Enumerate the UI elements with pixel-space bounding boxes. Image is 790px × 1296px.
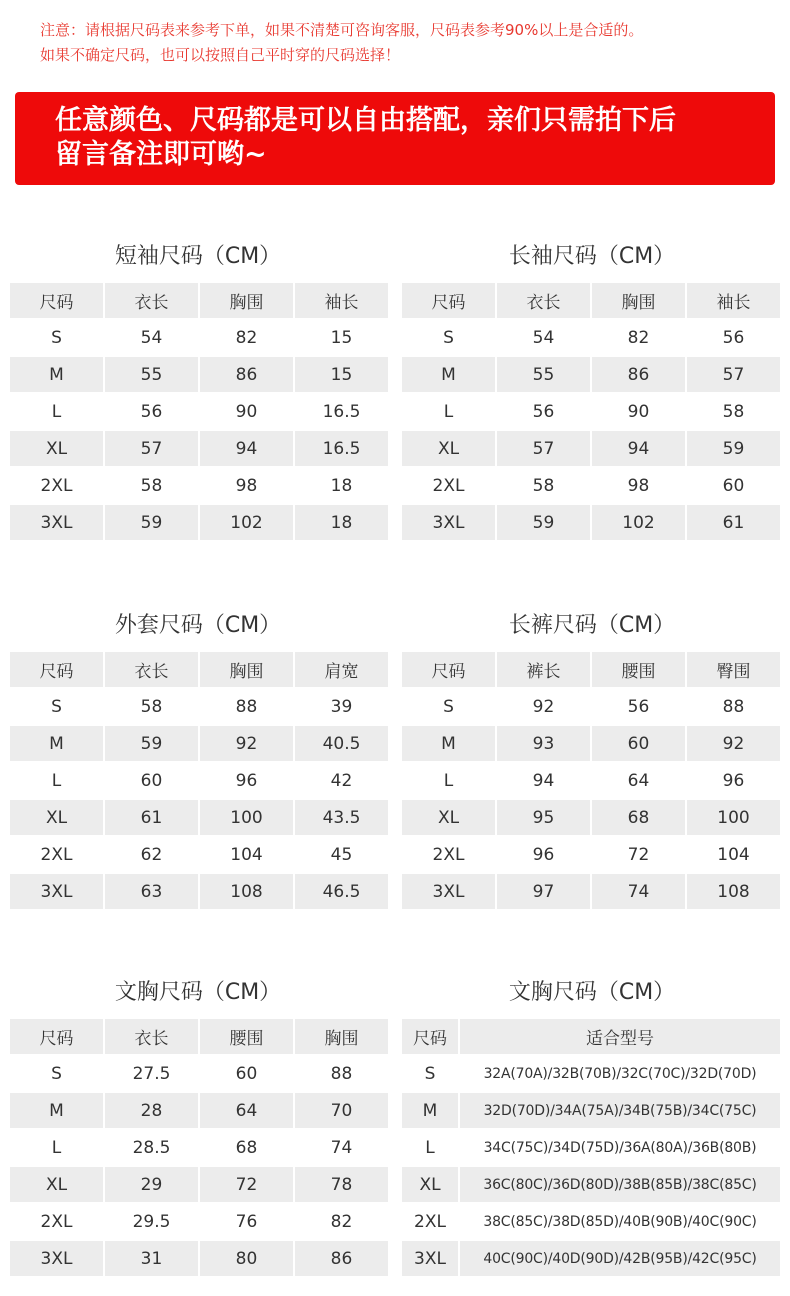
table-row <box>10 1204 388 1239</box>
table-cell: 108 <box>687 874 780 909</box>
table-cell: 57 <box>687 357 780 392</box>
table-cell: 104 <box>687 837 780 872</box>
table-cell: 59 <box>105 726 198 761</box>
table-row <box>10 1056 388 1091</box>
table-cell: 82 <box>295 1204 388 1239</box>
table-header-row <box>402 283 780 318</box>
table-row <box>402 505 780 540</box>
table-cell: 60 <box>105 763 198 798</box>
table-cell: 102 <box>200 505 293 540</box>
table-cell: 102 <box>592 505 685 540</box>
table-cell: 57 <box>105 431 198 466</box>
table-cell: 74 <box>295 1130 388 1165</box>
table-cell: 61 <box>687 505 780 540</box>
table-cell: 54 <box>105 320 198 355</box>
table-cell: M <box>402 357 495 392</box>
jacket-size-table <box>8 650 390 911</box>
table-cell: 60 <box>687 468 780 503</box>
table-cell: 60 <box>592 726 685 761</box>
table-row <box>402 1093 780 1128</box>
table-cell: 18 <box>295 468 388 503</box>
table-cell: 93 <box>497 726 590 761</box>
table-cell: 3XL <box>402 505 495 540</box>
table-cell: 58 <box>105 689 198 724</box>
header-cell: 衣长 <box>105 652 198 687</box>
table-cell: 92 <box>687 726 780 761</box>
table-cell: 94 <box>200 431 293 466</box>
table-cell: 58 <box>687 394 780 429</box>
header-cell: 尺码 <box>402 1019 458 1054</box>
header-cell: 衣长 <box>105 1019 198 1054</box>
table-cell: S <box>10 1056 103 1091</box>
table-cell: 96 <box>497 837 590 872</box>
table-cell: 58 <box>497 468 590 503</box>
table-row <box>402 726 780 761</box>
header-cell: 胸围 <box>200 652 293 687</box>
table-cell: 59 <box>105 505 198 540</box>
table-cell: 78 <box>295 1167 388 1202</box>
header-cell: 尺码 <box>10 1019 103 1054</box>
table-header-row <box>402 652 780 687</box>
table-cell: L <box>10 1130 103 1165</box>
table-cell: 2XL <box>10 468 103 503</box>
table-cell: 2XL <box>10 837 103 872</box>
table-row <box>10 1241 388 1276</box>
header-cell: 腰围 <box>592 652 685 687</box>
table-cell: 72 <box>200 1167 293 1202</box>
table-cell: 3XL <box>10 1241 103 1276</box>
table-cell: 90 <box>592 394 685 429</box>
table-row <box>402 1241 780 1276</box>
table-cell: 96 <box>200 763 293 798</box>
table-cell: XL <box>10 431 103 466</box>
trousers-title: 长裤尺码（CM） <box>508 613 676 638</box>
table-row <box>10 468 388 503</box>
table-cell: 2XL <box>402 468 495 503</box>
header-cell: 尺码 <box>10 652 103 687</box>
header-cell: 胸围 <box>200 283 293 318</box>
table-cell: 88 <box>200 689 293 724</box>
table-cell: L <box>10 763 103 798</box>
short-sleeve-title: 短袖尺码（CM） <box>114 244 282 269</box>
table-cell: 94 <box>497 763 590 798</box>
table-cell: 82 <box>592 320 685 355</box>
table-row <box>10 689 388 724</box>
table-row <box>402 1056 780 1091</box>
table-cell: 86 <box>592 357 685 392</box>
table-cell: 82 <box>200 320 293 355</box>
table-row <box>402 431 780 466</box>
table-cell: 56 <box>105 394 198 429</box>
table-cell: 16.5 <box>295 394 388 429</box>
header-cell: 袖长 <box>687 283 780 318</box>
table-cell: M <box>10 1093 103 1128</box>
table-cell: 104 <box>200 837 293 872</box>
table-row <box>10 394 388 429</box>
table-cell: 32A(70A)/32B(70B)/32C(70C)/32D(70D) <box>460 1056 780 1091</box>
notice-line-1: 注意：请根据尺码表来参考下单，如果不清楚可咨询客服，尺码表参考90%以上是合适的。 <box>40 21 644 39</box>
table-cell: XL <box>402 1167 458 1202</box>
bra-measurement-table <box>8 1017 390 1278</box>
table-cell: 40.5 <box>295 726 388 761</box>
table-cell: 2XL <box>10 1204 103 1239</box>
table-cell: 63 <box>105 874 198 909</box>
table-cell: 108 <box>200 874 293 909</box>
table-row <box>10 1167 388 1202</box>
table-cell: 36C(80C)/36D(80D)/38B(85B)/38C(85C) <box>460 1167 780 1202</box>
header-cell: 裤长 <box>497 652 590 687</box>
header-cell: 胸围 <box>295 1019 388 1054</box>
table-cell: 28 <box>105 1093 198 1128</box>
table-cell: 100 <box>200 800 293 835</box>
header-cell: 肩宽 <box>295 652 388 687</box>
table-cell: 28.5 <box>105 1130 198 1165</box>
table-cell: 34C(75C)/34D(75D)/36A(80A)/36B(80B) <box>460 1130 780 1165</box>
table-header-row <box>402 1019 780 1054</box>
table-cell: L <box>10 394 103 429</box>
table-cell: 55 <box>497 357 590 392</box>
table-cell: 2XL <box>402 1204 458 1239</box>
table-cell: XL <box>10 800 103 835</box>
table-row <box>402 1204 780 1239</box>
table-cell: 59 <box>497 505 590 540</box>
table-cell: 31 <box>105 1241 198 1276</box>
table-row <box>10 320 388 355</box>
table-header-row <box>10 652 388 687</box>
table-cell: 96 <box>687 763 780 798</box>
long-sleeve-title: 长袖尺码（CM） <box>508 244 676 269</box>
table-cell: 32D(70D)/34A(75A)/34B(75B)/34C(75C) <box>460 1093 780 1128</box>
table-cell: 43.5 <box>295 800 388 835</box>
table-row <box>402 689 780 724</box>
table-row <box>10 763 388 798</box>
table-cell: 56 <box>497 394 590 429</box>
short-sleeve-size-table <box>8 281 390 542</box>
table-cell: M <box>402 726 495 761</box>
table-cell: 95 <box>497 800 590 835</box>
table-cell: 15 <box>295 320 388 355</box>
header-cell: 胸围 <box>592 283 685 318</box>
table-cell: 3XL <box>10 505 103 540</box>
table-cell: S <box>10 689 103 724</box>
table-cell: 100 <box>687 800 780 835</box>
table-cell: 45 <box>295 837 388 872</box>
table-row <box>402 394 780 429</box>
header-cell: 衣长 <box>105 283 198 318</box>
header-cell: 衣长 <box>497 283 590 318</box>
table-cell: XL <box>402 800 495 835</box>
table-cell: 39 <box>295 689 388 724</box>
table-row <box>10 726 388 761</box>
banner-line-1: 任意颜色、尺码都是可以自由搭配，亲们只需拍下后 <box>55 105 676 136</box>
header-cell: 尺码 <box>10 283 103 318</box>
table-cell: 72 <box>592 837 685 872</box>
table-cell: 54 <box>497 320 590 355</box>
header-cell: 适合型号 <box>460 1019 780 1054</box>
long-sleeve-size-table <box>400 281 782 542</box>
bra-size-title: 文胸尺码（CM） <box>114 980 282 1005</box>
table-cell: 38C(85C)/38D(85D)/40B(90B)/40C(90C) <box>460 1204 780 1239</box>
table-cell: 68 <box>592 800 685 835</box>
table-cell: 74 <box>592 874 685 909</box>
table-cell: 2XL <box>402 837 495 872</box>
table-row <box>10 800 388 835</box>
table-row <box>10 1130 388 1165</box>
table-cell: 18 <box>295 505 388 540</box>
table-cell: 56 <box>687 320 780 355</box>
header-cell: 袖长 <box>295 283 388 318</box>
table-cell: 58 <box>105 468 198 503</box>
table-cell: 62 <box>105 837 198 872</box>
table-cell: 29.5 <box>105 1204 198 1239</box>
trousers-size-table <box>400 650 782 911</box>
table-cell: 60 <box>200 1056 293 1091</box>
table-cell: 86 <box>200 357 293 392</box>
table-cell: 29 <box>105 1167 198 1202</box>
table-cell: 16.5 <box>295 431 388 466</box>
table-cell: 64 <box>592 763 685 798</box>
table-cell: 92 <box>497 689 590 724</box>
table-row <box>402 1167 780 1202</box>
table-cell: 55 <box>105 357 198 392</box>
header-cell: 臀围 <box>687 652 780 687</box>
table-cell: 98 <box>592 468 685 503</box>
header-cell: 尺码 <box>402 283 495 318</box>
jacket-title: 外套尺码（CM） <box>114 613 282 638</box>
table-row <box>10 837 388 872</box>
table-cell: L <box>402 763 495 798</box>
bra-fit-title: 文胸尺码（CM） <box>508 980 676 1005</box>
table-cell: 70 <box>295 1093 388 1128</box>
table-cell: 3XL <box>10 874 103 909</box>
table-header-row <box>10 1019 388 1054</box>
table-cell: 57 <box>497 431 590 466</box>
table-cell: 76 <box>200 1204 293 1239</box>
header-cell: 腰围 <box>200 1019 293 1054</box>
table-cell: 15 <box>295 357 388 392</box>
table-cell: S <box>402 689 495 724</box>
table-row <box>402 320 780 355</box>
table-cell: XL <box>10 1167 103 1202</box>
banner-line-2: 留言备注即可哟~ <box>55 139 267 170</box>
table-cell: 86 <box>295 1241 388 1276</box>
table-header-row <box>10 283 388 318</box>
table-cell: 3XL <box>402 874 495 909</box>
table-cell: 59 <box>687 431 780 466</box>
table-row <box>10 431 388 466</box>
table-row <box>10 874 388 909</box>
table-cell: 90 <box>200 394 293 429</box>
table-cell: XL <box>402 431 495 466</box>
mix-match-banner <box>15 92 775 185</box>
table-row <box>402 800 780 835</box>
table-cell: 64 <box>200 1093 293 1128</box>
table-row <box>402 837 780 872</box>
table-cell: 92 <box>200 726 293 761</box>
notice-text <box>40 18 780 68</box>
table-row <box>402 874 780 909</box>
table-cell: 46.5 <box>295 874 388 909</box>
table-cell: S <box>402 320 495 355</box>
table-cell: M <box>402 1093 458 1128</box>
table-row <box>402 763 780 798</box>
table-cell: 27.5 <box>105 1056 198 1091</box>
table-row <box>10 505 388 540</box>
header-cell: 尺码 <box>402 652 495 687</box>
table-cell: 80 <box>200 1241 293 1276</box>
table-cell: L <box>402 1130 458 1165</box>
table-cell: 42 <box>295 763 388 798</box>
table-cell: 3XL <box>402 1241 458 1276</box>
table-row <box>402 357 780 392</box>
table-cell: 98 <box>200 468 293 503</box>
table-cell: L <box>402 394 495 429</box>
table-cell: 94 <box>592 431 685 466</box>
table-cell: 68 <box>200 1130 293 1165</box>
table-cell: S <box>10 320 103 355</box>
bra-fit-table <box>400 1017 782 1278</box>
table-cell: M <box>10 726 103 761</box>
table-row <box>402 468 780 503</box>
table-row <box>402 1130 780 1165</box>
table-cell: 40C(90C)/40D(90D)/42B(95B)/42C(95C) <box>460 1241 780 1276</box>
table-cell: 88 <box>295 1056 388 1091</box>
notice-line-2: 如果不确定尺码，也可以按照自己平时穿的尺码选择！ <box>40 46 401 64</box>
table-row <box>10 357 388 392</box>
table-cell: 88 <box>687 689 780 724</box>
table-cell: 97 <box>497 874 590 909</box>
table-cell: 56 <box>592 689 685 724</box>
table-cell: M <box>10 357 103 392</box>
table-row <box>10 1093 388 1128</box>
table-cell: 61 <box>105 800 198 835</box>
table-cell: S <box>402 1056 458 1091</box>
